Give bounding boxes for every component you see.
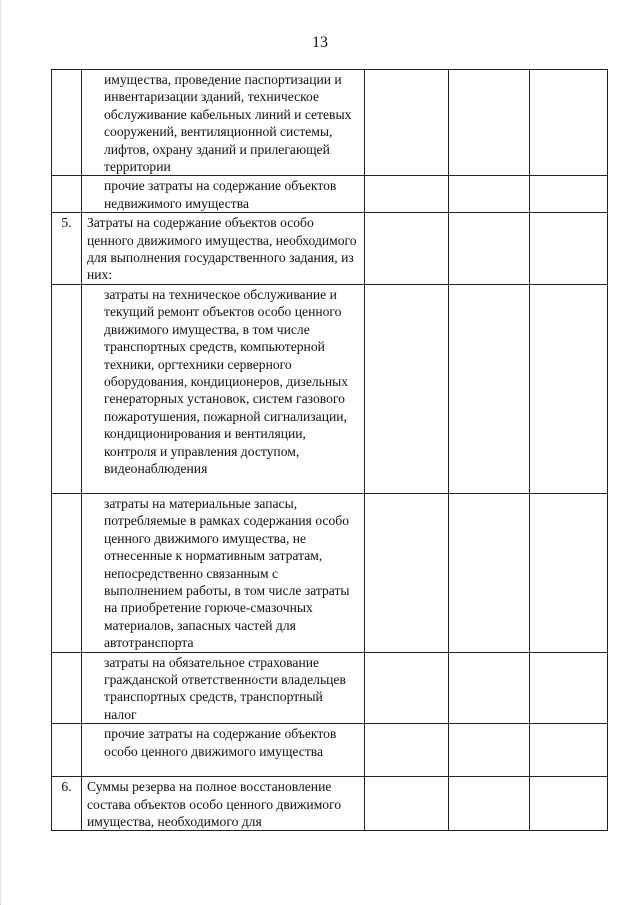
row-number [52, 176, 82, 213]
value-cell [449, 284, 530, 493]
value-cell [449, 493, 530, 652]
value-cell [365, 652, 449, 724]
value-cell [365, 70, 449, 176]
value-cell [449, 652, 530, 724]
value-cell [530, 213, 608, 285]
value-cell [530, 284, 608, 493]
row-number [52, 284, 82, 493]
row-text: затраты на техническое обслуживание и текущий ремонт объектов особо ценного движимого имущества, в том числе транспортных средств, компьютерной техники, оргтехники серверного оборудования, кондиционеров, дизельных генераторных установок, систем газового пожаротушения, пожарной сигнализации, кондиционирования и вентиляции, контроля и управления доступом, видеонаблюдения [82, 284, 365, 493]
page-number: 13 [312, 34, 328, 51]
value-cell [449, 213, 530, 285]
value-cell [365, 493, 449, 652]
row-text: Суммы резерва на полное восстановление состава объектов особо ценного движимого имущества, необходимого для [82, 777, 365, 831]
row-text: прочие затраты на содержание объектов особо ценного движимого имущества [82, 724, 365, 777]
value-cell [530, 70, 608, 176]
row-text: прочие затраты на содержание объектов недвижимого имущества [82, 176, 365, 213]
table-row [52, 176, 608, 213]
row-text: затраты на обязательное страхование гражданской ответственности владельцев транспортных средств, транспортный налог [82, 652, 365, 724]
row-number [52, 724, 82, 777]
value-cell [365, 176, 449, 213]
row-number [52, 493, 82, 652]
table-row [52, 652, 608, 724]
value-cell [365, 777, 449, 831]
table-row [52, 284, 608, 493]
table-row [52, 724, 608, 777]
row-number [52, 652, 82, 724]
scan-edge [0, 0, 4, 905]
value-cell [365, 724, 449, 777]
value-cell [530, 777, 608, 831]
table-row [52, 493, 608, 652]
row-text: Затраты на содержание объектов особо ценного движимого имущества, необходимого для выполнения государственного задания, из них: [82, 213, 365, 285]
value-cell [530, 176, 608, 213]
row-number: 5. [52, 213, 82, 285]
value-cell [449, 724, 530, 777]
value-cell [530, 652, 608, 724]
row-number [52, 70, 82, 176]
value-cell [530, 724, 608, 777]
row-text: имущества, проведение паспортизации и инвентаризации зданий, техническое обслуживание кабельных линий и сетевых сооружений, вентиляционной системы, лифтов, охрану зданий и прилегающей территории [82, 70, 365, 176]
value-cell [449, 70, 530, 176]
row-number: 6. [52, 777, 82, 831]
row-text: затраты на материальные запасы, потребляемые в рамках содержания особо ценного движимого имущества, не отнесенные к нормативным затратам, непосредственно связанным с выполнением работы, в том числе затраты на приобретение горюче-смазочных материалов, запасных частей для автотранспорта [82, 493, 365, 652]
value-cell [365, 284, 449, 493]
value-cell [530, 493, 608, 652]
cost-table [51, 69, 608, 831]
table-row [52, 213, 608, 285]
table-row [52, 70, 608, 176]
value-cell [365, 213, 449, 285]
value-cell [449, 176, 530, 213]
value-cell [449, 777, 530, 831]
table-row [52, 777, 608, 831]
